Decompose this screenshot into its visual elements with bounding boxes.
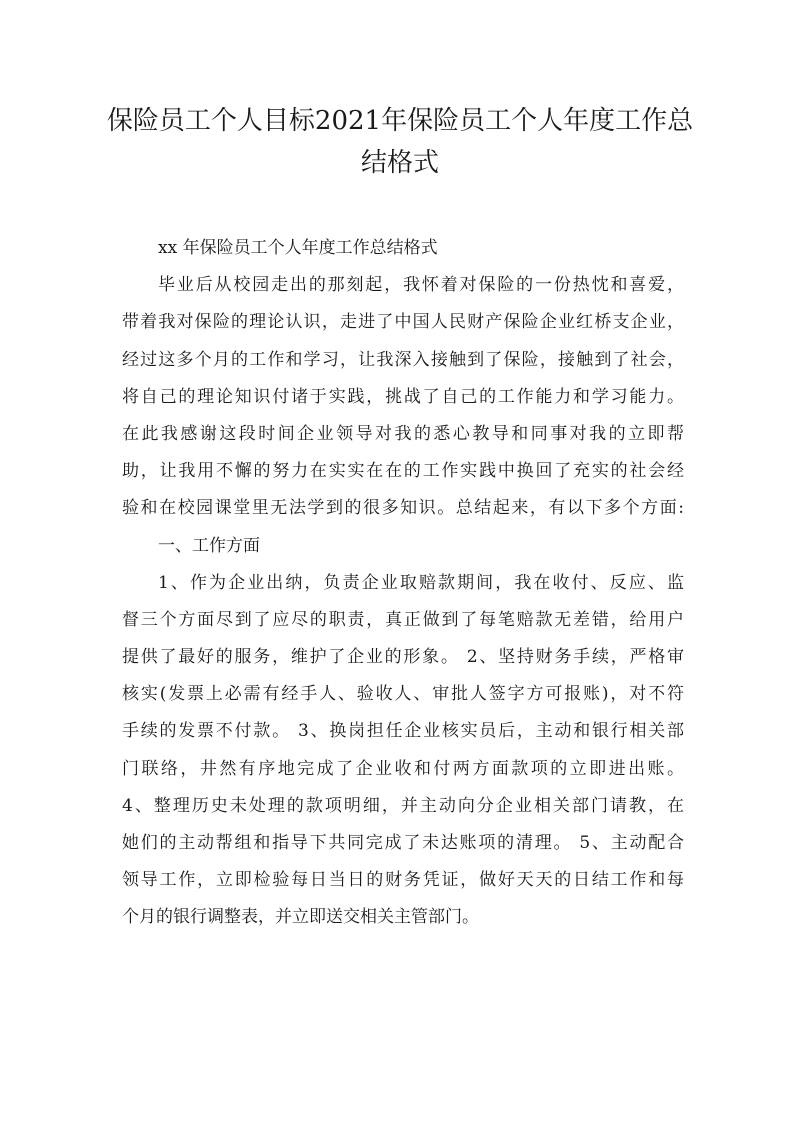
paragraph-line: 领导工作，立即检验每日当日的财务凭证，做好天天的日结工作和每 xyxy=(122,870,684,891)
paragraph-line: 将自己的理论知识付诸于实践，挑战了自己的工作能力和学习能力。 xyxy=(122,386,684,407)
paragraph-line: 核实(发票上必需有经手人、验收人、审批人签字方可报账)，对不符 xyxy=(122,684,684,705)
paragraph-line: 毕业后从校园走出的那刻起，我怀着对保险的一份热忱和喜爱， xyxy=(158,275,684,296)
paragraph-line: 助，让我用不懈的努力在实实在在的工作实践中换回了充实的社会经 xyxy=(122,461,684,482)
paragraph-line: 督三个方面尽到了应尽的职责，真正做到了每笔赔款无差错，给用户 xyxy=(122,609,684,630)
paragraph-line: 在此我感谢这段时间企业领导对我的悉心教导和同事对我的立即帮 xyxy=(122,423,684,444)
title-line: 结格式 xyxy=(360,148,439,178)
paragraph-line: 个月的银行调整表，并立即送交相关主管部门。 xyxy=(122,907,479,928)
section-heading: 一、工作方面 xyxy=(158,535,260,556)
paragraph-line: 门联络，井然有序地完成了企业收和付两方面款项的立即进出账。 xyxy=(122,758,684,779)
paragraph-line: 经过这多个月的工作和学习，让我深入接触到了保险，接触到了社会， xyxy=(122,349,684,370)
paragraph-line: 她们的主动帮组和指导下共同完成了未达账项的清理。 5、主动配合 xyxy=(122,833,684,853)
paragraph-line: 带着我对保险的理论认识，走进了中国人民财产保险企业红桥支企业， xyxy=(122,312,684,333)
title-line: 保险员工个人目标2021年保险员工个人年度工作总 xyxy=(106,106,694,136)
document-body xyxy=(122,230,684,937)
paragraph-line: 提供了最好的服务，维护了企业的形象。 2、坚持财务手续，严格审 xyxy=(122,647,684,668)
subtitle-line: xx 年保险员工个人年度工作总结格式 xyxy=(158,238,438,258)
paragraph-line: 验和在校园课堂里无法学到的很多知识。总结起来，有以下多个方面: xyxy=(122,498,684,519)
paragraph-line: 4、整理历史未处理的款项明细，并主动向分企业相关部门请教，在 xyxy=(122,795,684,816)
paragraph-line: 手续的发票不付款。 3、换岗担任企业核实员后，主动和银行相关部 xyxy=(122,721,684,742)
paragraph-line: 1、作为企业出纳，负责企业取赔款期间，我在收付、反应、监 xyxy=(158,572,684,593)
document-title xyxy=(96,100,704,184)
